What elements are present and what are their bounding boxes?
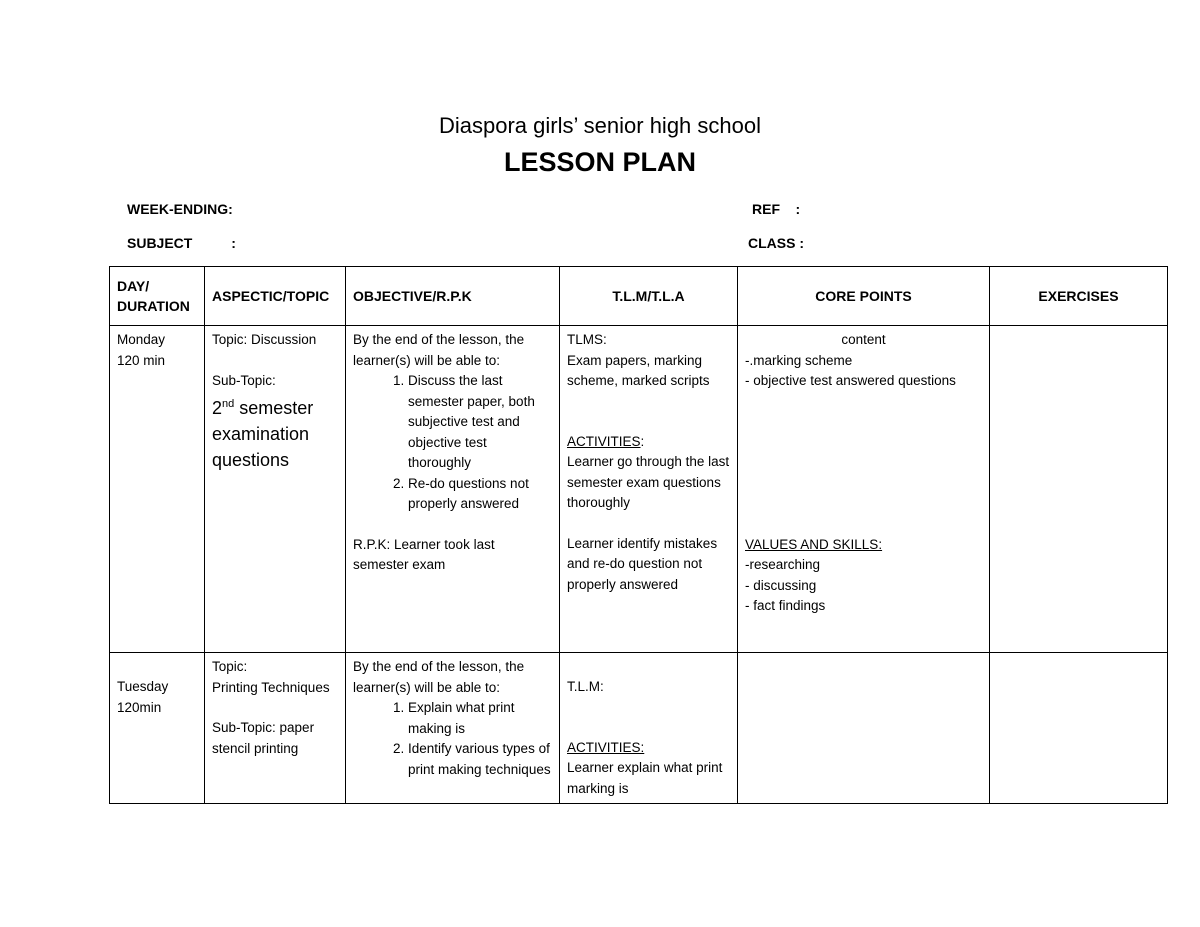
day-name: Monday [117, 332, 166, 347]
day-cell [110, 326, 205, 653]
tlm-cell [560, 326, 738, 653]
tlms-text: Exam papers, marking scheme, marked scripts [567, 352, 710, 388]
activity-text: Learner identify mistakes and re-do question not properly answered [567, 535, 718, 592]
objective-cell [346, 326, 560, 653]
value-item: -researching [745, 557, 821, 572]
activity-text: Learner explain what print marking is [567, 760, 723, 796]
subtopic-label: Sub-Topic: [212, 372, 276, 388]
core-line: -.marking scheme [745, 352, 853, 368]
values-skills-label: VALUES AND SKILLS: [745, 536, 883, 552]
col-header-objective: OBJECTIVE/R.P.K [346, 267, 560, 326]
week-ending-label: WEEK-ENDING: [127, 201, 233, 217]
subject-label: SUBJECT : [127, 235, 236, 251]
objective-list [353, 698, 552, 780]
exercises-cell [990, 653, 1168, 804]
subtopic-text: 2nd semester examination questions [212, 398, 314, 470]
rpk-text: R.P.K: Learner took last semester exam [353, 536, 495, 572]
activity-text: Learner go through the last semester exam questions thoroughly [567, 454, 730, 510]
core-line: - objective test answered questions [745, 373, 956, 388]
table-header-row [110, 267, 1168, 326]
duration: 120 min [117, 352, 166, 368]
topic-cell [205, 653, 346, 804]
table-row [110, 653, 1168, 804]
tlm-label: T.L.M: [567, 679, 604, 694]
objective-item: 2. Re-do questions not properly answered [408, 474, 552, 515]
objective-item: 1. Discuss the last semester paper, both subjective test and objective test thoroughly [408, 371, 552, 474]
objective-item: 2. Identify various types of print making techniques [408, 739, 552, 780]
value-item: - fact findings [745, 598, 826, 613]
tlm-cell [560, 653, 738, 804]
col-header-topic: ASPECTIC/TOPIC [205, 267, 346, 326]
day-cell [110, 653, 205, 804]
core-points-cell [738, 653, 990, 804]
subtopic-text: Sub-Topic: paper stencil printing [212, 720, 315, 756]
core-heading: content [841, 332, 886, 347]
tlms-label: TLMS: [567, 332, 607, 347]
objective-list [353, 371, 552, 515]
day-name: Tuesday [117, 679, 169, 694]
lesson-plan-table [109, 266, 1168, 804]
topic-text: Printing Techniques [212, 679, 330, 695]
topic-text: Topic: Discussion [212, 332, 317, 347]
topic-cell [205, 326, 346, 653]
school-name: Diaspora girls’ senior high school [438, 113, 761, 138]
duration: 120min [117, 699, 162, 715]
table-row [110, 326, 1168, 653]
objective-cell [346, 653, 560, 804]
exercises-cell [990, 326, 1168, 653]
col-header-core-points: CORE POINTS [738, 267, 990, 326]
document-title: LESSON PLAN [503, 147, 697, 177]
objective-intro: By the end of the lesson, the learner(s) will be able to: [353, 332, 525, 368]
class-label: CLASS : [748, 235, 804, 251]
col-header-tlm: T.L.M/T.L.A [560, 267, 738, 326]
activities-label: ACTIVITIES: [567, 739, 645, 755]
activities-label: ACTIVITIES: [567, 433, 645, 449]
core-points-cell [738, 326, 990, 653]
ref-label: REF : [752, 201, 801, 217]
objective-intro: By the end of the lesson, the learner(s) will be able to: [353, 659, 525, 695]
topic-label: Topic: [212, 659, 248, 674]
value-item: - discussing [745, 577, 817, 593]
col-header-day: DAY/ DURATION [110, 267, 205, 326]
col-header-exercises: EXERCISES [990, 267, 1168, 326]
objective-item: 1. Explain what print making is [408, 698, 552, 739]
